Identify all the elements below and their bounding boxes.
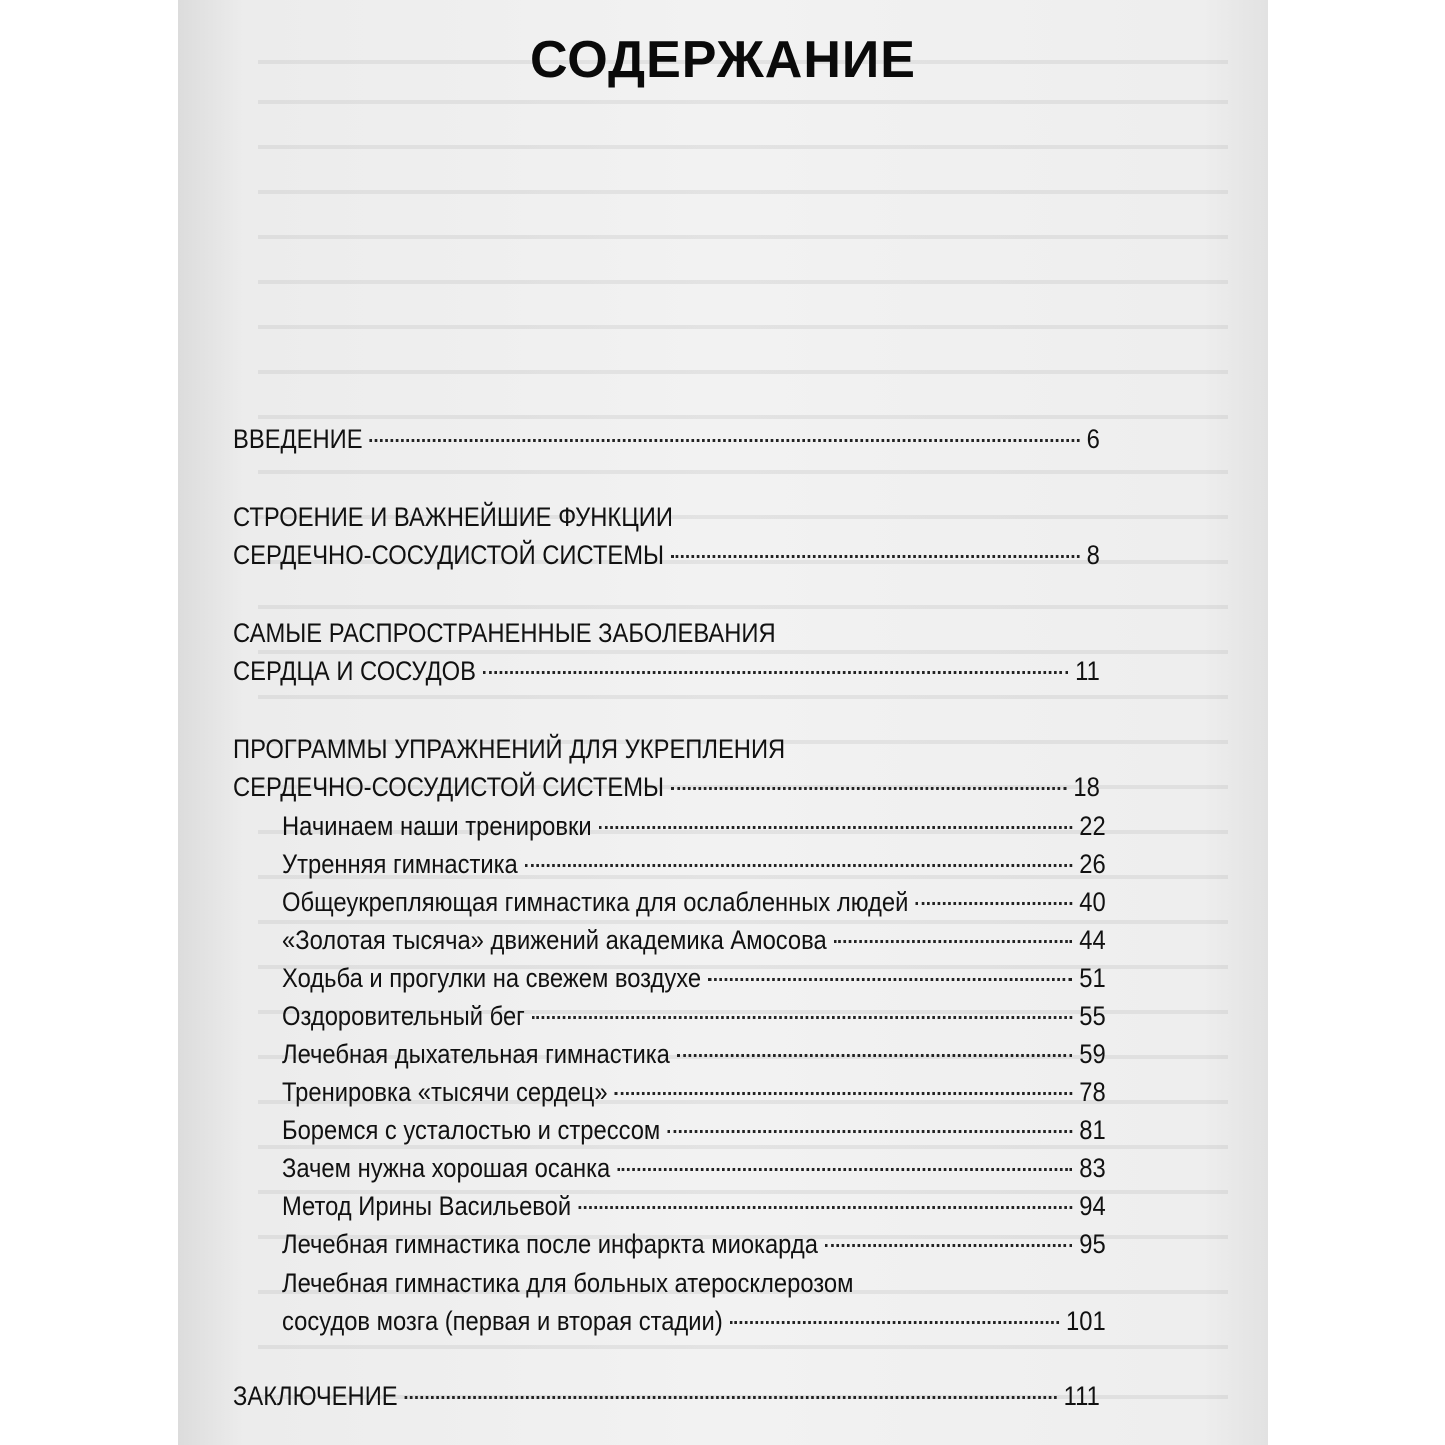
toc-leader-dots <box>915 901 1072 905</box>
toc-entry-title: Метод Ирины Васильевой <box>282 1191 572 1221</box>
toc-subentry[interactable] <box>282 845 1106 883</box>
toc-entry-title-cont: СЕРДЦА И СОСУДОВ <box>233 656 477 686</box>
toc-leader-dots <box>825 1243 1072 1247</box>
toc-page-number: 51 <box>1079 963 1106 993</box>
toc-leader-dots <box>671 554 1079 558</box>
toc-subentry[interactable] <box>282 1225 1106 1263</box>
toc-page-number: 59 <box>1079 1039 1106 1069</box>
toc-subentry[interactable] <box>282 997 1106 1035</box>
toc-page-number: 11 <box>1075 656 1100 686</box>
toc-entry-title: ВВЕДЕНИЕ <box>233 424 363 454</box>
toc-page-number: 44 <box>1079 925 1106 955</box>
toc-entry-title: САМЫЕ РАСПРОСТРАНЕННЫЕ ЗАБОЛЕВАНИЯ <box>233 618 776 648</box>
toc-page-number: 78 <box>1079 1077 1106 1107</box>
page-title: СОДЕРЖАНИЕ <box>530 31 916 89</box>
toc-leader-dots <box>483 670 1068 674</box>
toc-subentry[interactable] <box>282 807 1106 845</box>
toc-entry-title: «Золотая тысяча» движений академика Амосова <box>282 925 827 955</box>
toc-entry-title: ЗАКЛЮЧЕНИЕ <box>233 1381 398 1411</box>
toc-page-number: 18 <box>1073 772 1100 802</box>
toc-page-number: 26 <box>1079 849 1106 879</box>
toc-subentry[interactable] <box>282 959 1106 997</box>
toc-page-number: 94 <box>1079 1191 1106 1221</box>
toc-leader-dots <box>617 1167 1072 1171</box>
toc-entry-title: Утренняя гимнастика <box>282 849 518 879</box>
toc-subentry[interactable] <box>282 1111 1106 1149</box>
toc-leader-dots <box>708 977 1072 981</box>
toc-page-number: 6 <box>1086 424 1100 454</box>
toc-page-number: 22 <box>1079 811 1106 841</box>
book-page <box>178 0 1268 1445</box>
toc-entry-title: Лечебная гимнастика для больных атеросклерозом <box>282 1268 854 1298</box>
toc-entry-title: Зачем нужна хорошая осанка <box>282 1153 611 1183</box>
toc-subentry[interactable] <box>282 921 1106 959</box>
toc-entry-title-cont: сосудов мозга (первая и вторая стадии) <box>282 1306 723 1336</box>
toc-entry-title-cont: СЕРДЕЧНО-СОСУДИСТОЙ СИСТЕМЫ <box>233 772 665 802</box>
toc-subentry[interactable] <box>282 1264 1106 1340</box>
toc-entry-diseases[interactable] <box>233 614 1100 690</box>
toc-entry-title: СТРОЕНИЕ И ВАЖНЕЙШИЕ ФУНКЦИИ <box>233 502 673 532</box>
toc-entry-programs[interactable] <box>233 730 1100 806</box>
toc-leader-dots <box>677 1053 1072 1057</box>
toc-page-number: 101 <box>1066 1306 1106 1336</box>
toc-subentry[interactable] <box>282 1073 1106 1111</box>
toc-entry-conclusion[interactable] <box>233 1377 1100 1415</box>
toc-leader-dots <box>578 1205 1072 1209</box>
toc-page-number: 111 <box>1063 1381 1100 1411</box>
toc-entry-title: Оздоровительный бег <box>282 1001 525 1031</box>
toc-page-number: 81 <box>1079 1115 1106 1145</box>
toc-leader-dots <box>730 1320 1059 1324</box>
toc-entry-title: Боремся с усталостью и стрессом <box>282 1115 661 1145</box>
toc-entry-introduction[interactable] <box>233 420 1100 458</box>
toc-subentry[interactable] <box>282 1035 1106 1073</box>
toc-page-number: 40 <box>1079 887 1106 917</box>
toc-leader-dots <box>525 863 1072 867</box>
toc-entry-structure[interactable] <box>233 498 1100 574</box>
toc-leader-dots <box>405 1395 1057 1399</box>
toc-page-number: 8 <box>1086 540 1100 570</box>
toc-subentry[interactable] <box>282 1149 1106 1187</box>
toc-subentry[interactable] <box>282 883 1106 921</box>
toc-leader-dots <box>667 1129 1072 1133</box>
toc-leader-dots <box>532 1015 1072 1019</box>
toc-leader-dots <box>615 1091 1073 1095</box>
toc-leader-dots <box>834 939 1072 943</box>
toc-page-number: 95 <box>1079 1229 1106 1259</box>
toc-subentry[interactable] <box>282 1187 1106 1225</box>
toc-leader-dots <box>370 438 1080 442</box>
toc-entry-title: Лечебная гимнастика после инфаркта миокарда <box>282 1229 818 1259</box>
toc-entry-title: ПРОГРАММЫ УПРАЖНЕНИЙ ДЛЯ УКРЕПЛЕНИЯ <box>233 734 786 764</box>
toc-entry-title: Начинаем наши тренировки <box>282 811 592 841</box>
toc-entry-title: Ходьба и прогулки на свежем воздухе <box>282 963 702 993</box>
toc-entry-title-cont: СЕРДЕЧНО-СОСУДИСТОЙ СИСТЕМЫ <box>233 540 665 570</box>
toc-page-number: 55 <box>1079 1001 1106 1031</box>
toc-entry-title: Общеукрепляющая гимнастика для ослабленных людей <box>282 887 909 917</box>
toc-leader-dots <box>599 825 1072 829</box>
toc-entry-title: Тренировка «тысячи сердец» <box>282 1077 608 1107</box>
toc-page-number: 83 <box>1079 1153 1106 1183</box>
toc-entry-title: Лечебная дыхательная гимнастика <box>282 1039 670 1069</box>
toc-leader-dots <box>671 786 1066 790</box>
